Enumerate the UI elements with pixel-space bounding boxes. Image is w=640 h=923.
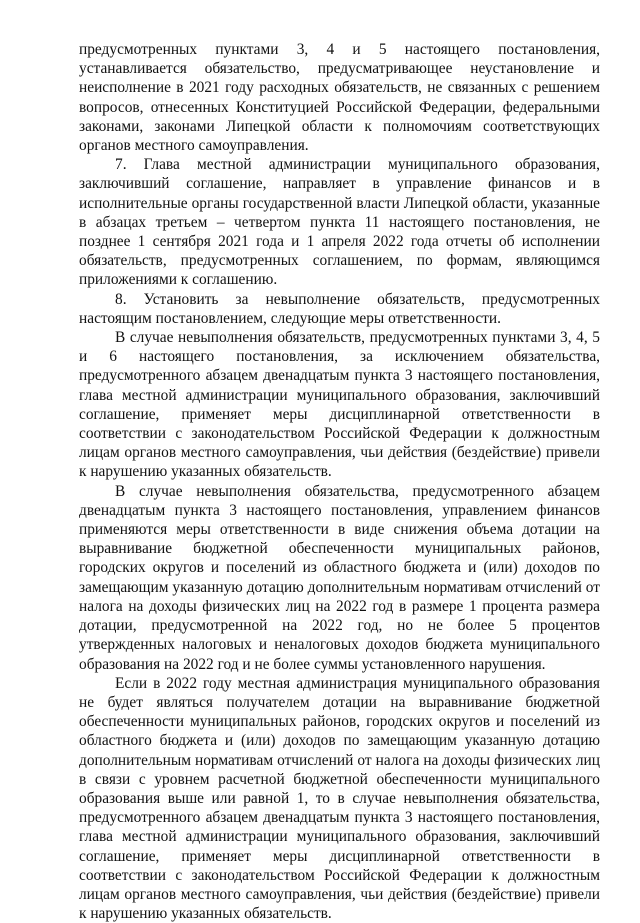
paragraph-item-7: 7. Глава местной администрации муниципального образования, заключивший соглашение, направляет в управление финансов и в исполнительные органы государственной власти Липецкой области, указанные в абзацах третьем – четвертом пункта 11 настоящего постановления, не позднее 1 сентября 2021 года и 1 апреля 2022 года отчеты об исполнении обязательств, предусмотренных соглашением, по формам, являющимся приложениями к соглашению. <box>79 156 600 289</box>
paragraph-continuation: предусмотренных пунктами 3, 4 и 5 настоящего постановления, устанавливается обязательство, предусматривающее неустановление и неисполнение в 2021 году расходных обязательств, не связанных с решением вопросов, отнесенных Конституцией Российской Федерации, федеральными законами, законами Липецкой области к полномочиям соответствующих органов местного самоуправления. <box>79 41 600 155</box>
paragraph-disciplinary-measures: В случае невыполнения обязательств, предусмотренных пунктами 3, 4, 5 и 6 настоящего постановления, за исключением обязательства, предусмотренного абзацем двенадцатым пункта 3 настоящего постановления, глава местной администрации муниципального образования, заключивший соглашение, применяет меры дисциплинарной ответственности в соответствии с законодательством Российской Федерации к должностным лицам органов местного самоуправления, чьи действия (бездействие) привели к нарушению указанных обязательств. <box>79 329 600 481</box>
paragraph-item-8: 8. Установить за невыполнение обязательств, предусмотренных настоящим постановлением, следующие меры ответственности. <box>79 290 600 327</box>
paragraph-non-recipient-case: Если в 2022 году местная администрация муниципального образования не будет являться получателем дотации на выравнивание бюджетной обеспеченности муниципальных районов, городских округов и поселений из областного бюджета и (или) доходов по замещающим указанную дотацию дополнительным нормативам отчислений от налога на доходы физических лиц в связи с уровнем расчетной бюджетной обеспеченности муниципального образования выше или равной 1, то в случае невыполнения обязательства, предусмотренного абзацем двенадцатым пункта 3 настоящего постановления, глава местной администрации муниципального образования, заключивший соглашение, применяет меры дисциплинарной ответственности в соответствии с законодательством Российской Федерации к должностным лицам органов местного самоуправления, чьи действия (бездействие) привели к нарушению указанных обязательств. <box>79 674 600 923</box>
paragraph-subsidy-reduction: В случае невыполнения обязательства, предусмотренного абзацем двенадцатым пункта 3 настоящего постановления, управлением финансов применяются меры ответственности в виде снижения объема дотации на выравнивание бюджетной обеспеченности муниципальных районов, городских округов и поселений из областного бюджета и (или) доходов по замещающим указанную дотацию дополнительным нормативам отчислений от налога на доходы физических лиц на 2022 год в размере 1 процента размера дотации, предусмотренной на 2022 год, но не более 5 процентов утвержденных налоговых и неналоговых доходов бюджета муниципального образования на 2022 год и не более суммы установленного нарушения. <box>79 482 600 673</box>
document-body <box>79 40 600 923</box>
